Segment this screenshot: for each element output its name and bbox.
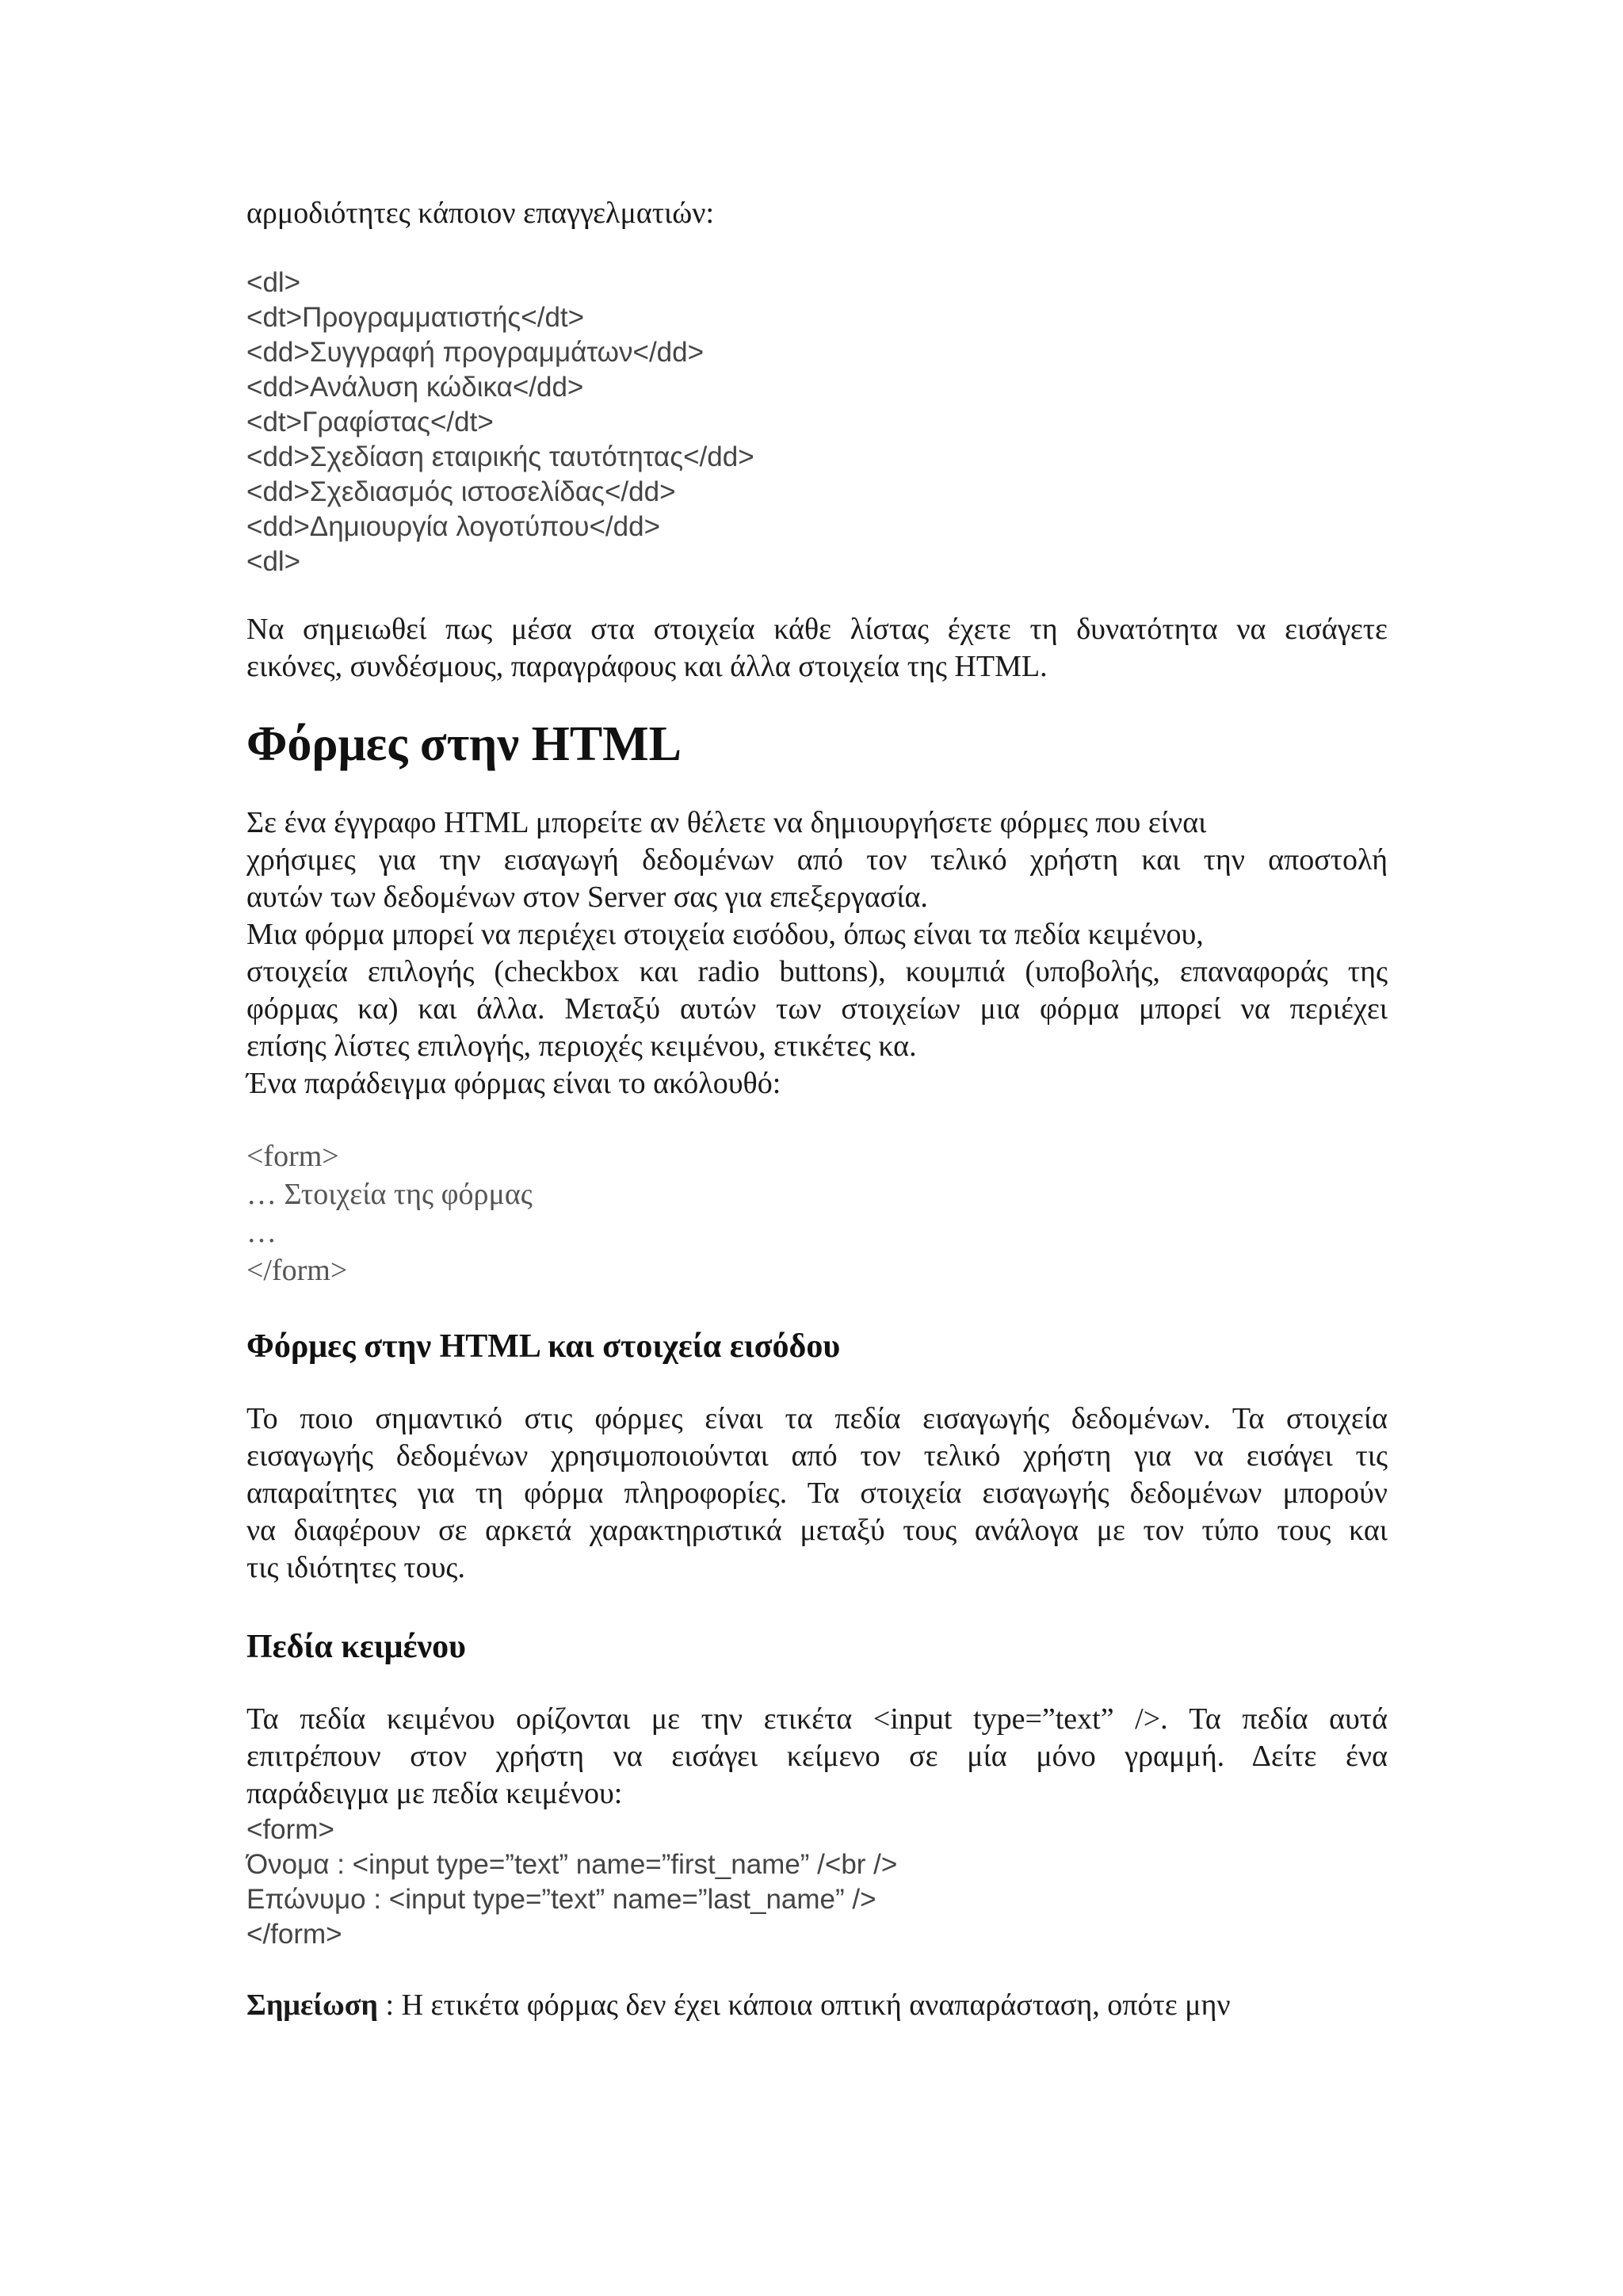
document-page <box>246 195 1388 2024</box>
code-line: <dl> <box>246 267 301 298</box>
code-line: <dl> <box>246 546 301 577</box>
text-fields-paragraph <box>246 1701 1388 1813</box>
code-line: … Στοιχεία της φόρμας <box>246 1178 533 1211</box>
note-text: : Η ετικέτα φόρμας δεν έχει κάποια οπτική αναπαράσταση, οπότε μην <box>378 1988 1231 2022</box>
final-note <box>246 1987 1388 2024</box>
forms-paragraph <box>246 804 1388 1102</box>
paragraph-line: αυτών των δεδομένων στον Server σας για επεξεργασία. <box>246 881 928 914</box>
paragraph-line: φόρμας κα) και άλλα. Μεταξύ αυτών των στοιχείων μια φόρμα μπορεί να περιέχει <box>246 992 1388 1026</box>
paragraph-line: Σε ένα έγγραφο HTML μπορείτε αν θέλετε να δημιουργήσετε φόρμες που είναι <box>246 806 1207 839</box>
paragraph-line: παράδειγμα με πεδία κειμένου: <box>246 1777 623 1810</box>
code-line: <dd>Σχεδίαση εταιρικής ταυτότητας</dd> <box>246 441 754 472</box>
inputs-paragraph <box>246 1400 1388 1587</box>
dl-code-block <box>246 266 1388 579</box>
note-label: Σημείωση <box>246 1988 379 2022</box>
paragraph-line: χρήσιμες για την εισαγωγή δεδομένων από τον τελικό χρήστη και την αποστολή <box>246 843 1388 877</box>
text-fields-heading: Πεδία κειμένου <box>246 1629 466 1665</box>
code-line: <dd>Δημιουργία λογοτύπου</dd> <box>246 511 661 542</box>
code-line: <dd>Συγγραφή προγραμμάτων</dd> <box>246 337 705 368</box>
code-line: Όνομα : <input type=”text” name=”first_name” /<br /> <box>246 1849 898 1880</box>
paragraph-line: τις ιδιότητες τους. <box>246 1551 465 1584</box>
paragraph-line: στοιχεία επιλογής (checkbox και radio buttons), κουμπιά (υποβολής, επαναφοράς της <box>246 955 1388 988</box>
code-line: <form> <box>246 1140 339 1173</box>
text-fields-code-block <box>246 1813 1388 1952</box>
code-line: <dt>Γραφίστας</dt> <box>246 407 494 437</box>
code-line: <dd>Σχεδιασμός ιστοσελίδας</dd> <box>246 476 676 507</box>
paragraph-line: Μια φόρμα μπορεί να περιέχει στοιχεία εισόδου, όπως είναι τα πεδία κειμένου, <box>246 918 1204 951</box>
paragraph-line: επίσης λίστες επιλογής, περιοχές κειμένου, ετικέτες κα. <box>246 1030 917 1063</box>
code-line: <dt>Προγραμματιστής</dt> <box>246 302 585 333</box>
note-paragraph <box>246 611 1388 686</box>
paragraph-line: Το ποιο σημαντικό στις φόρμες είναι τα πεδία εισαγωγής δεδομένων. Τα στοιχεία <box>246 1402 1388 1435</box>
paragraph-line: επιτρέπουν στον χρήστη να εισάγει κείμενο σε μία μόνο γραμμή. Δείτε ένα <box>246 1740 1388 1773</box>
paragraph-line: Να σημειωθεί πως μέσα στα στοιχεία κάθε λίστας έχετε τη δυνατότητα να εισάγετε <box>246 613 1388 646</box>
code-line: </form> <box>246 1919 342 1950</box>
code-line: <dd>Ανάλυση κώδικα</dd> <box>246 372 584 403</box>
code-line: <form> <box>246 1814 334 1845</box>
form-code-block <box>246 1137 1388 1289</box>
paragraph-line: να διαφέρουν σε αρκετά χαρακτηριστικά μεταξύ τους ανάλογα με τον τύπο τους και <box>246 1514 1388 1547</box>
inputs-heading: Φόρμες στην HTML και στοιχεία εισόδου <box>246 1328 841 1365</box>
paragraph-line: εισαγωγής δεδομένων χρησιμοποιούνται από τον τελικό χρήστη για να εισάγει τις <box>246 1439 1388 1473</box>
paragraph-line: εικόνες, συνδέσμους, παραγράφους και άλλα στοιχεία της HTML. <box>246 650 1048 683</box>
paragraph-line: Τα πεδία κειμένου ορίζονται με την ετικέτα <input type=”text” />. Τα πεδία αυτά <box>246 1702 1388 1736</box>
forms-heading: Φόρμες στην HTML <box>246 717 682 771</box>
code-line: </form> <box>246 1254 348 1287</box>
paragraph-line: απαραίτητες για τη φόρμα πληροφορίες. Τα στοιχεία εισαγωγής δεδομένων μπορούν <box>246 1477 1388 1510</box>
intro-line: αρμοδιότητες κάποιον επαγγελματιών: <box>246 197 715 230</box>
paragraph-line: Ένα παράδειγμα φόρμας είναι το ακόλουθό: <box>246 1067 781 1100</box>
code-line: … <box>246 1216 277 1249</box>
code-line: Επώνυμο : <input type=”text” name=”last_name” /> <box>246 1884 876 1915</box>
